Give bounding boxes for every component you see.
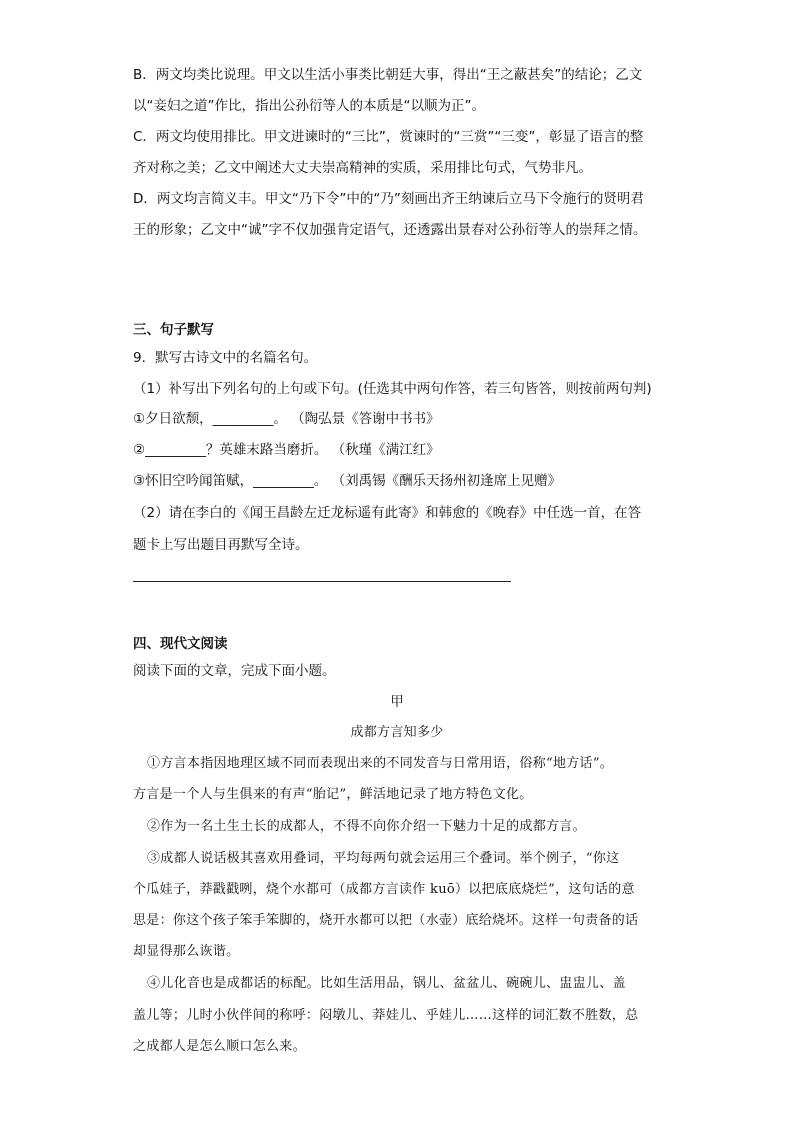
article-title: 成都方言知多少 (350, 725, 444, 740)
article-paragraph-2: ②作为一名土生土长的成都人，不得不向你介绍一下魅力十足的成都方言。 (147, 819, 586, 834)
reading-intro: 阅读下面的文章，完成下面小题。 (133, 663, 336, 679)
option-d-line-1: D．两文均言简义丰。甲文“乃下令”中的“乃”刻画出齐王纳谏后立马下令施行的贤明君 (133, 191, 644, 207)
article-paragraph-3-line-1: ③成都人说话极其喜欢用叠词，平均每两句就会运用三个叠词。举个例子，“你这 (147, 851, 620, 866)
section4-title: 四、现代文阅读 (133, 636, 228, 652)
answer-line (133, 581, 511, 582)
option-c-line-2: 齐对称之美；乙文中阐述大丈夫崇高精神的实质，采用排比句式，气势非凡。 (133, 160, 592, 176)
question-9-part-1: （1）补写出下列名句的上句或下句。(任选其中两句作答，若三句皆答，则按前两句判) (133, 381, 652, 397)
option-c-line-1: C．两文均使用排比。甲文进谏时的“三比”，赏谏时的“三赏”“三变”，彰显了语言的整 (133, 129, 644, 145)
article-paragraph-1-line-2: 方言是一个人与生俱来的有声“胎记”，鲜活地记录了地方特色文化。 (133, 787, 533, 802)
section3-title: 三、句子默写 (133, 322, 214, 338)
fill-item-2: ②_________？英雄末路当磨折。 （秋瑾《满江红》 (133, 442, 440, 458)
article-paragraph-3-line-3: 思是：你这个孩子笨手笨脚的，烧开水都可以把（水壶）底给烧坏。这样一句责备的话 (133, 913, 639, 928)
article-paragraph-1-line-1: ①方言本指因地理区域不同而表现出来的不同发音与日常用语，俗称“地方话”。 (147, 756, 614, 771)
option-d-line-2: 王的形象；乙文中“诚”字不仅加强肯定语气，还透露出景春对公孙衍等人的崇拜之情。 (133, 222, 647, 238)
question-9-part-2-line-2: 题卡上写出题目再默写全诗。 (133, 537, 309, 553)
question-9-part-2-line-1: （2）请在李白的《闻王昌龄左迁龙标遥有此寄》和韩愈的《晚春》中任选一首，在答 (133, 505, 642, 521)
fill-item-3: ③怀旧空吟闻笛赋，_________。 （刘禹锡《酬乐天扬州初逢席上见赠》 (133, 473, 562, 489)
article-paragraph-4-line-3: 之成都人是怎么顺口怎么来。 (133, 1039, 306, 1054)
article-paragraph-4-line-1: ④儿化音也是成都话的标配。比如生活用品，锅儿、盆盆儿、碗碗儿、盅盅儿、盖 (147, 976, 626, 991)
fill-item-1: ①夕日欲颓，_________。 （陶弘景《答谢中书书》 (133, 411, 440, 427)
article-paragraph-4-line-2: 盖儿等；儿时小伙伴间的称呼：闷墩儿、莽娃儿、乎娃儿……这样的词汇数不胜数，总 (133, 1008, 639, 1023)
question-9: 9．默写古诗文中的名篇名句。 (133, 350, 318, 366)
passage-label-jia: 甲 (390, 694, 404, 710)
option-b-line-2: 以“妾妇之道”作比，指出公孙衍等人的本质是“以顺为正”。 (133, 98, 485, 114)
article-paragraph-3-line-4: 却显得那么诙谐。 (133, 944, 240, 959)
article-paragraph-3-line-2: 个瓜娃子，莽戳戳咧，烧个水都可（成都方言读作 kuō）以把底底烧烂”，这句话的意 (133, 882, 635, 897)
option-b-line-1: B．两文均类比说理。甲文以生活小事类比朝廷大事，得出“王之蔽甚矣”的结论；乙文 (133, 67, 643, 83)
